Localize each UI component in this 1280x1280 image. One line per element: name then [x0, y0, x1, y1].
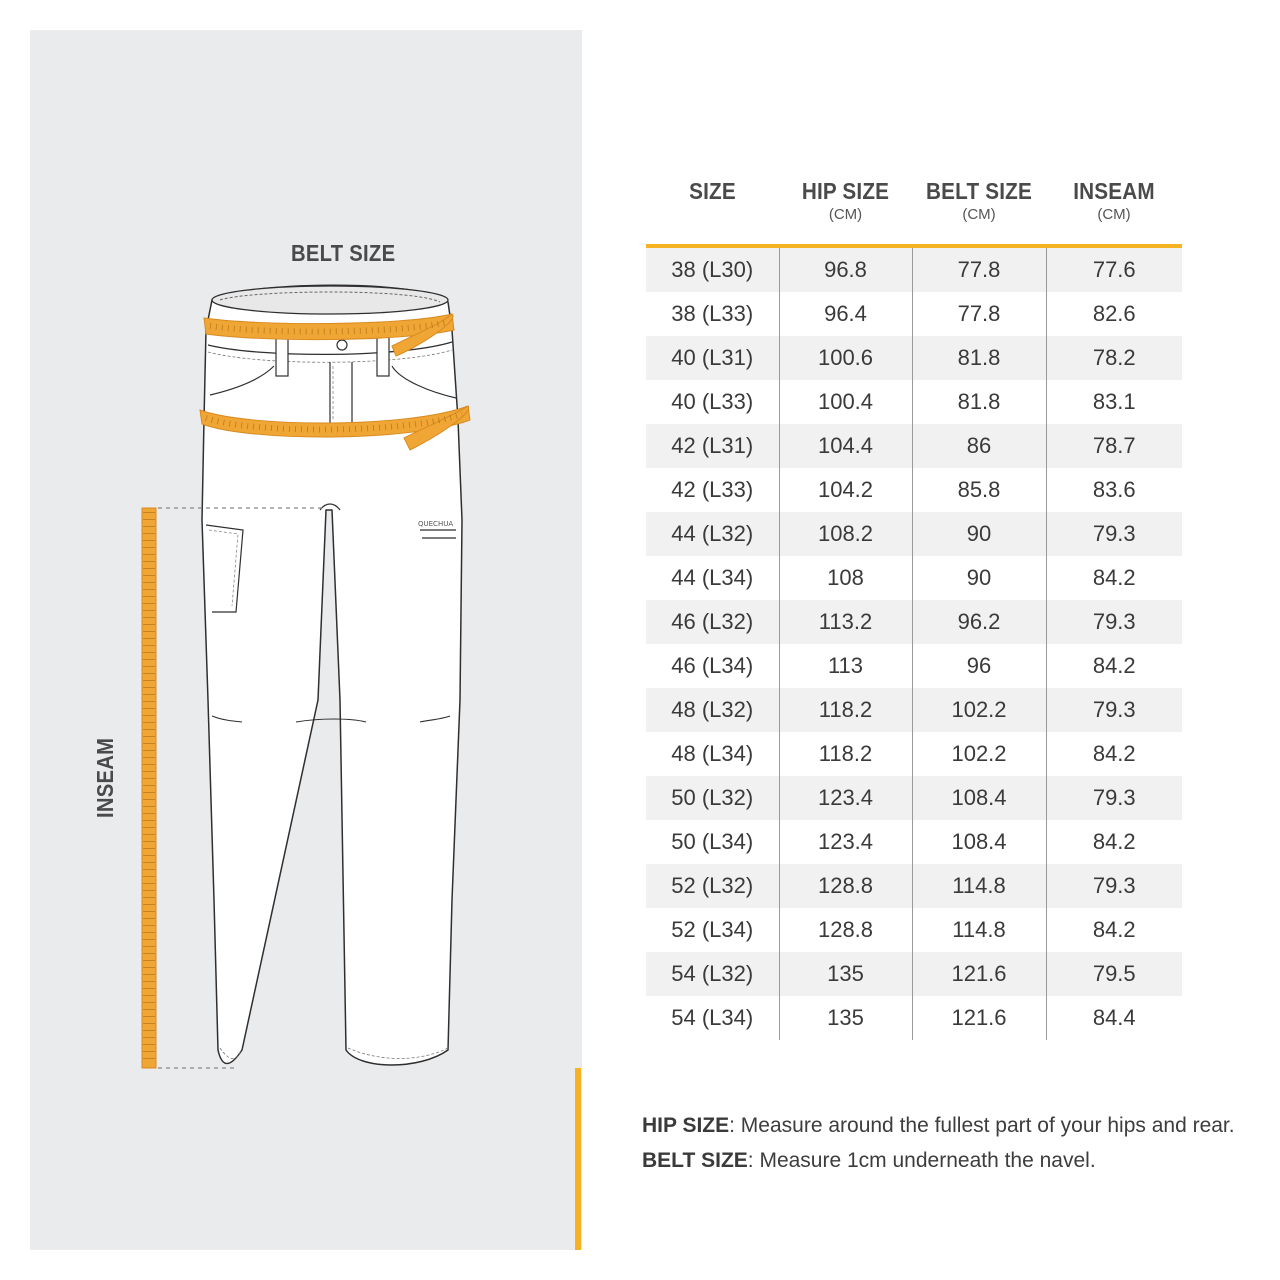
table-row	[646, 468, 1182, 512]
header-size: SIZE	[646, 172, 779, 246]
cell-belt-size: 114.8	[912, 864, 1046, 908]
cell-size: 52 (L34)	[671, 917, 754, 942]
table-row	[646, 512, 1182, 556]
cell-size: 40 (L31)	[646, 336, 779, 380]
cell-belt-size: 85.8	[912, 468, 1046, 512]
cell-inseam: 84.2	[1046, 820, 1182, 864]
size-chart-table	[646, 172, 1182, 1040]
table-row	[646, 292, 1182, 336]
cell-inseam: 84.2	[1046, 556, 1182, 600]
cell-size: 54 (L34)	[671, 1005, 754, 1030]
cell-size: 52 (L32)	[646, 864, 779, 908]
cell-belt-size: 114.8	[912, 908, 1046, 952]
cell-belt-size: 90	[912, 512, 1046, 556]
cell-hip-size: 135	[779, 996, 912, 1040]
cell-belt-size: 90	[912, 556, 1046, 600]
cell-belt-size: 102.2	[912, 688, 1046, 732]
table-row	[646, 864, 1182, 908]
cell-belt-size: 121.6	[912, 996, 1046, 1040]
cell-size: 40 (L33)	[671, 389, 754, 414]
cell-inseam: 79.3	[1046, 688, 1182, 732]
table-row	[646, 424, 1182, 468]
cell-belt-size: 108.4	[912, 776, 1046, 820]
cell-inseam: 82.6	[1046, 292, 1182, 336]
cell-size: 48 (L34)	[671, 741, 754, 766]
cell-belt-size: 77.8	[912, 246, 1046, 292]
table-row	[646, 380, 1182, 424]
cell-size: 42 (L31)	[646, 424, 779, 468]
cell-hip-size: 100.4	[779, 380, 912, 424]
table-header-row	[646, 172, 1182, 246]
cell-belt-size: 77.8	[912, 292, 1046, 336]
belt-size-label: BELT SIZE	[291, 240, 396, 266]
pants-outline	[202, 285, 462, 1065]
cell-hip-size: 123.4	[779, 776, 912, 820]
cell-hip-size: 123.4	[779, 820, 912, 864]
cell-inseam: 84.2	[1046, 732, 1182, 776]
cell-inseam: 84.4	[1046, 996, 1182, 1040]
cell-size: 46 (L34)	[671, 653, 754, 678]
cell-hip-size: 96.4	[779, 292, 912, 336]
cell-inseam: 77.6	[1046, 246, 1182, 292]
cell-inseam: 84.2	[1046, 908, 1182, 952]
header-hip-size: HIP SIZE (CM)	[779, 172, 912, 246]
cell-inseam: 79.3	[1046, 512, 1182, 556]
cell-size: 54 (L32)	[646, 952, 779, 996]
cell-size: 38 (L33)	[671, 301, 754, 326]
cell-inseam: 83.1	[1046, 380, 1182, 424]
cell-size: 48 (L32)	[646, 688, 779, 732]
pants-diagram	[130, 270, 490, 1080]
cell-hip-size: 113	[779, 644, 912, 688]
table-row	[646, 600, 1182, 644]
cell-size: 50 (L34)	[671, 829, 754, 854]
cell-hip-size: 108	[779, 556, 912, 600]
table-row	[646, 732, 1182, 776]
brand-mark: QUECHUA	[418, 520, 454, 528]
cell-belt-size: 86	[912, 424, 1046, 468]
cell-inseam: 79.3	[1046, 600, 1182, 644]
cell-hip-size: 96.8	[779, 246, 912, 292]
belt-note: BELT SIZE: Measure 1cm underneath the navel.	[642, 1149, 1096, 1172]
cell-hip-size: 104.4	[779, 424, 912, 468]
hip-note: HIP SIZE: Measure around the fullest part of your hips and rear.	[642, 1114, 1235, 1137]
cell-inseam: 84.2	[1046, 644, 1182, 688]
table-row	[646, 556, 1182, 600]
cell-hip-size: 108.2	[779, 512, 912, 556]
header-belt-size: BELT SIZE (CM)	[912, 172, 1046, 246]
cell-hip-size: 135	[779, 952, 912, 996]
table-row	[646, 688, 1182, 732]
cell-inseam: 83.6	[1046, 468, 1182, 512]
inseam-ruler	[142, 508, 156, 1068]
header-inseam: INSEAM (CM)	[1046, 172, 1182, 246]
cell-hip-size: 118.2	[779, 688, 912, 732]
table-row	[646, 644, 1182, 688]
cell-belt-size: 81.8	[912, 336, 1046, 380]
cell-hip-size: 128.8	[779, 864, 912, 908]
cell-hip-size: 118.2	[779, 732, 912, 776]
cell-hip-size: 113.2	[779, 600, 912, 644]
cell-size: 46 (L32)	[646, 600, 779, 644]
table-row	[646, 996, 1182, 1040]
cell-belt-size: 96	[912, 644, 1046, 688]
cell-size: 42 (L33)	[671, 477, 754, 502]
cell-inseam: 78.7	[1046, 424, 1182, 468]
cell-hip-size: 100.6	[779, 336, 912, 380]
cell-size: 50 (L32)	[646, 776, 779, 820]
measurement-notes	[642, 1108, 1235, 1178]
cell-belt-size: 121.6	[912, 952, 1046, 996]
table-row	[646, 336, 1182, 380]
cell-size: 44 (L34)	[671, 565, 754, 590]
cell-hip-size: 128.8	[779, 908, 912, 952]
cell-inseam: 79.5	[1046, 952, 1182, 996]
cell-inseam: 79.3	[1046, 776, 1182, 820]
table-row	[646, 820, 1182, 864]
cell-inseam: 78.2	[1046, 336, 1182, 380]
cell-belt-size: 108.4	[912, 820, 1046, 864]
table-row	[646, 908, 1182, 952]
cell-belt-size: 96.2	[912, 600, 1046, 644]
table-row	[646, 952, 1182, 996]
table-row	[646, 246, 1182, 292]
cell-belt-size: 81.8	[912, 380, 1046, 424]
cell-inseam: 79.3	[1046, 864, 1182, 908]
inseam-label: INSEAM	[92, 737, 118, 818]
accent-bar	[575, 1068, 581, 1250]
cell-hip-size: 104.2	[779, 468, 912, 512]
cell-size: 44 (L32)	[646, 512, 779, 556]
table-row	[646, 776, 1182, 820]
cell-belt-size: 102.2	[912, 732, 1046, 776]
cell-size: 38 (L30)	[646, 246, 779, 292]
